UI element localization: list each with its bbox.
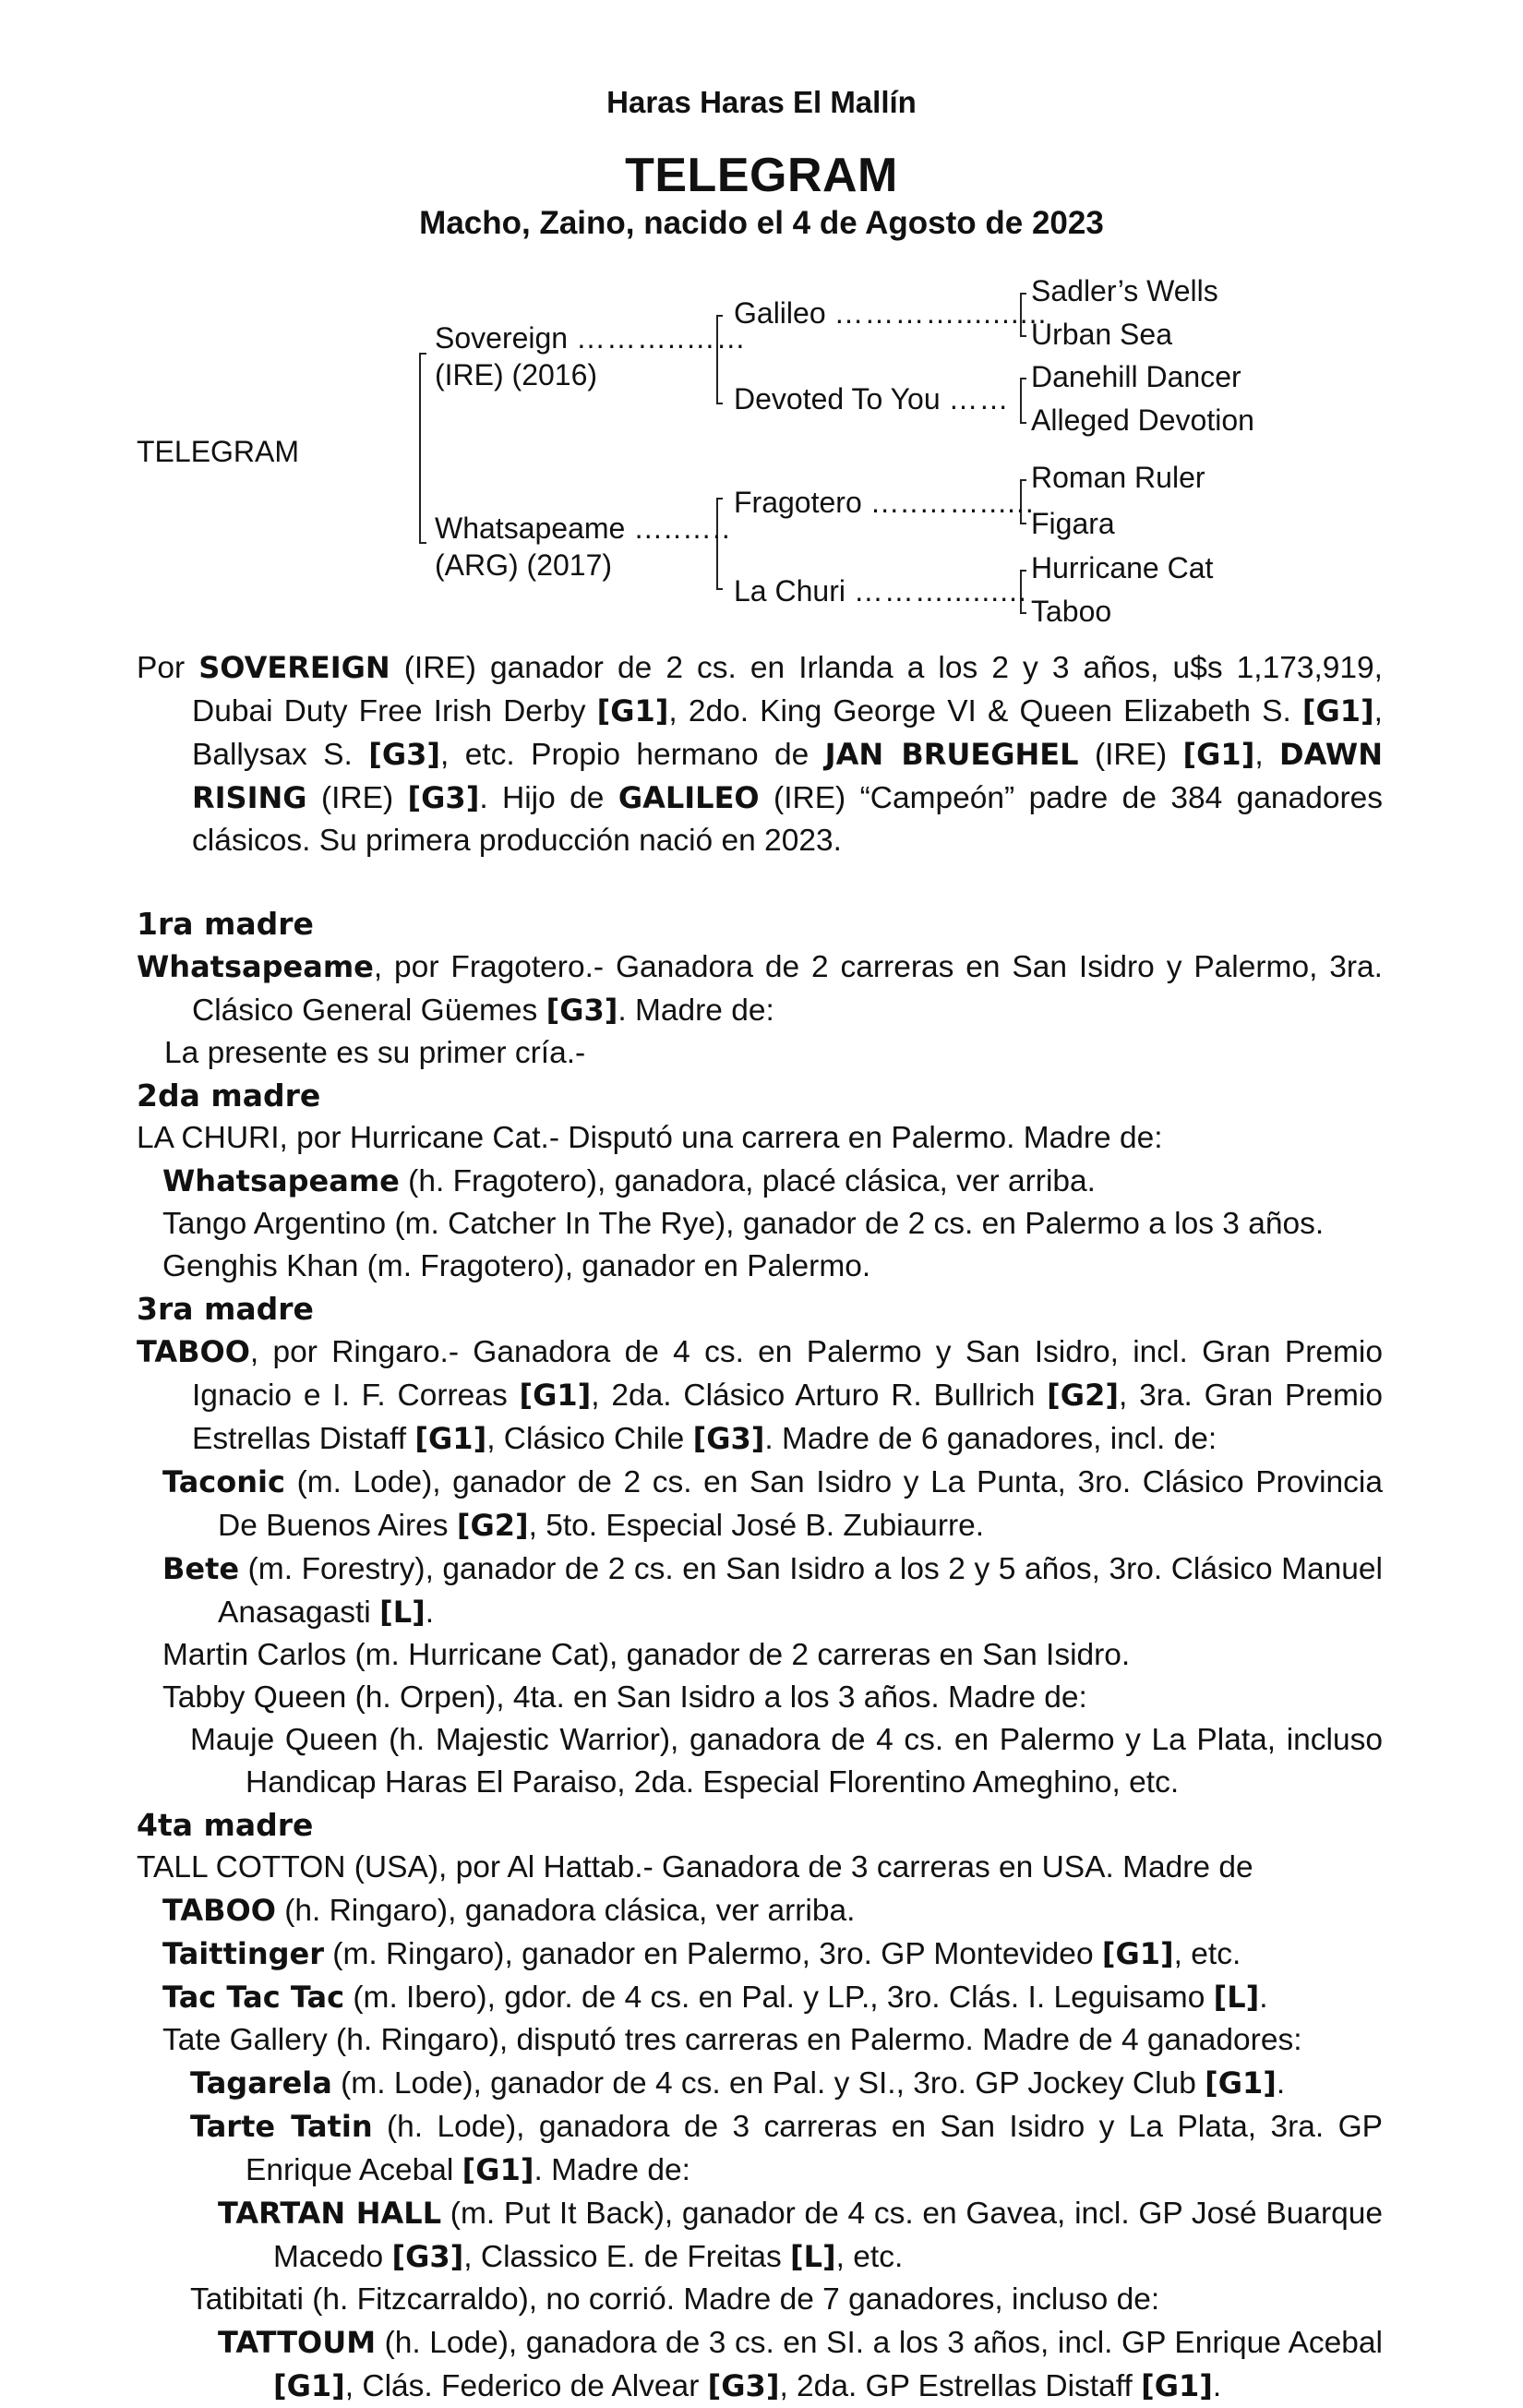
second-dam-intro: LA CHURI, por Hurricane Cat.- Disputó una carrera en Palermo. Madre de:: [137, 1121, 1163, 1155]
catalogue-body: [137, 646, 1383, 2408]
pedigree-dam-name: Whatsapeame: [435, 512, 626, 545]
pedigree-gg-6: Figara: [1031, 507, 1115, 540]
pedigree-gg-8: Taboo: [1031, 595, 1112, 628]
pedigree-dam-dam: [734, 573, 1027, 608]
pedigree-name: Fragotero: [734, 486, 862, 519]
leader-dots: …..…..: [633, 512, 731, 545]
list-item: Tatibitati (h. Fitzcarraldo), no corrió. Madre de 7 ganadores, incluso de:: [190, 2282, 1160, 2317]
pedigree-gg-3: Danehill Dancer: [1031, 360, 1241, 393]
list-item: Bete (m. Forestry), ganador de 2 cs. en San Isidro a los 2 y 5 años, 3ro. Clásico Manuel Anasagasti [L].: [162, 1551, 1383, 1630]
pedigree-sire-sire: [734, 295, 1047, 331]
list-item: Tac Tac Tac (m. Ibero), gdor. de 4 cs. en Pal. y LP., 3ro. Clás. I. Leguisamo [L].: [162, 1980, 1268, 2015]
list-item: Tate Gallery (h. Ringaro), disputó tres carreras en Palermo. Madre de 4 ganadores:: [162, 2023, 1302, 2057]
breeder-name: Haras Haras El Mallín: [606, 85, 917, 119]
fourth-dam-intro: TALL COTTON (USA), por Al Hattab.- Ganadora de 3 carreras en USA. Madre de: [137, 1850, 1253, 1884]
pedigree-dam-origin: (ARG) (2017): [435, 548, 613, 582]
first-dam-produce: La presente es su primer cría.-: [164, 1036, 586, 1070]
section-heading-1ra-madre: 1ra madre: [137, 906, 314, 942]
list-item: Tango Argentino (m. Catcher In The Rye), ganador de 2 cs. en Palermo a los 3 años.: [162, 1207, 1325, 1241]
leader-dots: ……….........: [853, 574, 1027, 608]
pedigree-sire: [435, 320, 747, 355]
pedigree-dam-sire: [734, 485, 1035, 520]
first-dam-paragraph: Whatsapeame, por Fragotero.- Ganadora de 2 carreras en San Isidro y Palermo, 3ra. Clásico General Güemes [G3]. Madre de:: [137, 949, 1383, 1028]
list-item: TATTOUM (h. Lode), ganadora de 3 cs. en SI. a los 3 años, incl. GP Enrique Acebal [G1], Clás. Federico de Alvear [G3], 2da. GP Estrellas Distaff [G1].: [218, 2325, 1383, 2403]
pedigree-name: Devoted To You: [734, 382, 941, 415]
pedigree-gg-7: Hurricane Cat: [1031, 551, 1214, 584]
pedigree-dam: [435, 511, 731, 546]
list-item: TARTAN HALL (m. Put It Back), ganador de 4 cs. en Gavea, incl. GP José Buarque Macedo [G3], Classico E. de Freitas [L], etc.: [218, 2196, 1384, 2274]
pedigree-name: La Churi: [734, 574, 845, 608]
pedigree-sire-name: Sovereign: [435, 321, 569, 355]
pedigree-subject: TELEGRAM: [137, 435, 300, 468]
third-dam-paragraph: TABOO, por Ringaro.- Ganadora de 4 cs. en Palermo y San Isidro, incl. Gran Premio Ignacio e I. F. Correas [G1], 2da. Clásico Arturo R. Bullrich [G2], 3ra. Gran Premio Estrellas Distaff [G1], Clásico Chile [G3]. Madre de 6 ganadores, incl. de:: [137, 1334, 1383, 1456]
pedigree-gg-2: Urban Sea: [1031, 318, 1172, 351]
pedigree-name: Galileo: [734, 296, 826, 330]
list-item: Mauje Queen (h. Majestic Warrior), ganadora de 4 cs. en Palermo y La Plata, incluso Handicap Haras El Paraiso, 2da. Especial Florentino Ameghino, etc.: [190, 1723, 1383, 1800]
leader-dots: ……: [948, 382, 1010, 415]
list-item: Whatsapeame (h. Fragotero), ganadora, placé clásica, ver arriba.: [162, 1163, 1096, 1198]
horse-name-title: TELEGRAM: [625, 149, 898, 202]
pedigree-gg-5: Roman Ruler: [1031, 461, 1205, 494]
list-item: Tarte Tatin (h. Lode), ganadora de 3 carreras en San Isidro y La Plata, 3ra. GP Enrique Acebal [G1]. Madre de:: [190, 2109, 1383, 2187]
list-item: Tagarela (m. Lode), ganador de 4 cs. en Pal. y SI., 3ro. GP Jockey Club [G1].: [190, 2065, 1286, 2101]
pedigree-gg-4: Alleged Devotion: [1031, 403, 1254, 437]
pedigree-gg-1: Sadler’s Wells: [1031, 274, 1218, 307]
leader-dots: ………..……: [575, 321, 747, 355]
list-item: TABOO (h. Ringaro), ganadora clásica, ver arriba.: [162, 1893, 856, 1928]
horse-description: Macho, Zaino, nacido el 4 de Agosto de 2023: [419, 205, 1104, 241]
list-item: Genghis Khan (m. Fragotero), ganador en Palermo.: [162, 1249, 871, 1283]
pedigree-sire-dam: [734, 381, 1010, 416]
leader-dots: …..……......: [869, 486, 1035, 519]
section-heading-4ta-madre: 4ta madre: [137, 1807, 314, 1843]
sire-paragraph: Por SOVEREIGN (IRE) ganador de 2 cs. en Irlanda a los 2 y 3 años, u$s 1,173,919, Dubai Duty Free Irish Derby [G1], 2do. King George VI & Queen Elizabeth S. [G1], Ballysax S. [G3], etc. Propio hermano de JAN BRUEGHEL (IRE) [G1], DAWN RISING (IRE) [G3]. Hijo de GALILEO (IRE) “Campeón” padre de 384 ganadores clásicos. Su primera producción nació en 2023.: [137, 650, 1383, 858]
list-item: Taittinger (m. Ringaro), ganador en Palermo, 3ro. GP Montevideo [G1], etc.: [162, 1936, 1241, 1971]
leader-dots: …………..........: [833, 296, 1048, 330]
bracket-sire-dam: [1021, 379, 1026, 423]
list-item: Taconic (m. Lode), ganador de 2 cs. en San Isidro y La Punta, 3ro. Clásico Provincia De Buenos Aires [G2], 5to. Especial José B. Zubiaurre.: [162, 1464, 1383, 1543]
list-item: Martin Carlos (m. Hurricane Cat), ganador de 2 carreras en San Isidro.: [162, 1638, 1131, 1672]
list-item: Tabby Queen (h. Orpen), 4ta. en San Isidro a los 3 años. Madre de:: [162, 1680, 1087, 1715]
pedigree-sire-origin: (IRE) (2016): [435, 358, 598, 391]
bracket-subject: [420, 354, 426, 543]
section-heading-3ra-madre: 3ra madre: [137, 1291, 314, 1327]
section-heading-2da-madre: 2da madre: [137, 1078, 321, 1114]
